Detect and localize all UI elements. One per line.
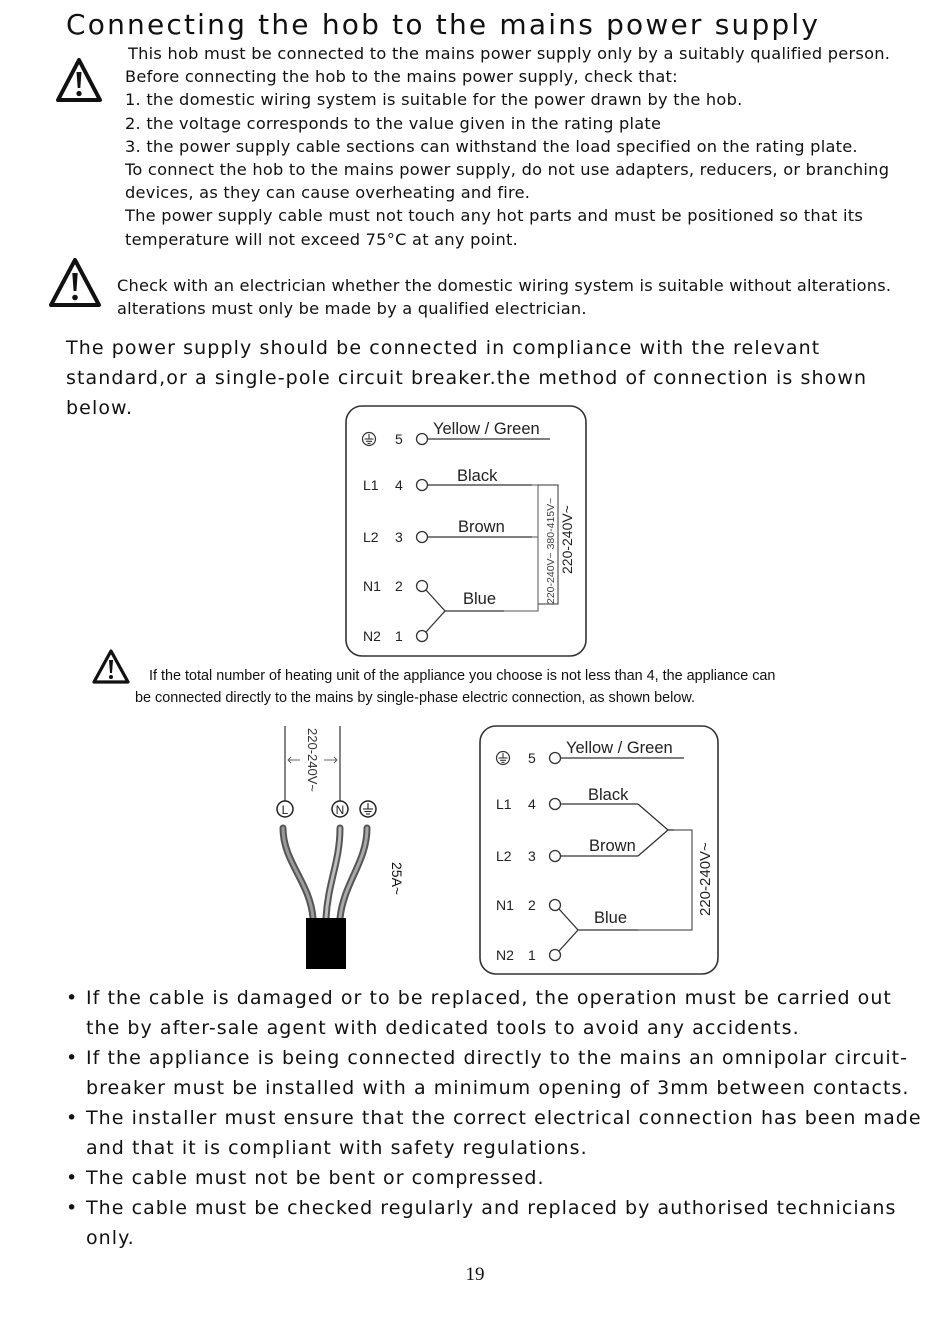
cable-diagram bbox=[258, 722, 418, 972]
terminal-label: N1 bbox=[496, 897, 514, 913]
bullet-mark: • bbox=[66, 1167, 79, 1189]
page-number: 19 bbox=[465, 1264, 485, 1285]
bullet-mark: • bbox=[66, 987, 79, 1009]
terminal-number: 4 bbox=[528, 796, 536, 812]
warning-block-3 bbox=[135, 665, 905, 709]
voltage-label-small: 220-240V~ 380-415V~ bbox=[545, 497, 557, 604]
warning-block-2 bbox=[117, 274, 937, 320]
terminal-label: L2 bbox=[496, 848, 512, 864]
voltage-label-main: 220-240V~ bbox=[697, 842, 714, 916]
wire-label-black: Black bbox=[457, 467, 498, 485]
terminal-label: N1 bbox=[363, 578, 381, 594]
warning-line: 3. the power supply cable sections can withstand the load specified on the rating plate. bbox=[125, 136, 858, 156]
terminal-number: 2 bbox=[528, 897, 536, 913]
warning-line: Before connecting the hob to the mains power supply, check that: bbox=[125, 67, 678, 87]
voltage-label-main: 220-240V~ bbox=[559, 505, 575, 574]
terminal-label: N2 bbox=[496, 947, 514, 963]
warning-line: 2. the voltage corresponds to the value given in the rating plate bbox=[125, 113, 662, 133]
warning-line: temperature will not exceed 75°C at any point. bbox=[125, 229, 519, 249]
bullet-text: The cable must not be bent or compressed. bbox=[86, 1167, 545, 1189]
bullet-text: If the appliance is being connected directly to the mains an omnipolar circuit-breaker must be installed with a minimum opening of 3mm between contacts. bbox=[86, 1047, 910, 1099]
list-item bbox=[66, 1043, 926, 1103]
terminal-number: 5 bbox=[395, 431, 403, 447]
wire-label-blue: Blue bbox=[594, 909, 628, 927]
cable-voltage-label: 220-240V~ bbox=[305, 728, 320, 792]
bullet-list bbox=[66, 983, 926, 1253]
terminal-diagram-2 bbox=[478, 724, 722, 978]
bullet-mark: • bbox=[66, 1197, 79, 1219]
terminal-label: L1 bbox=[496, 796, 512, 812]
terminal-number: 1 bbox=[528, 947, 536, 963]
warning-line: To connect the hob to the mains power supply, do not use adapters, reducers, or branching bbox=[125, 160, 890, 180]
terminal-diagram-1 bbox=[344, 404, 590, 660]
list-item bbox=[66, 1103, 926, 1163]
terminal-number: 4 bbox=[395, 477, 403, 493]
list-item bbox=[66, 1193, 926, 1253]
connection-paragraph: The power supply should be connected in compliance with the relevant standard,or a single-pole circuit breaker.the method of connection is shown below. bbox=[66, 337, 868, 419]
warning-line: The power supply cable must not touch any hot parts and must be positioned so that its bbox=[125, 206, 864, 226]
terminal-number: 2 bbox=[395, 578, 403, 594]
wire-label-blue: Blue bbox=[463, 590, 497, 608]
bullet-mark: • bbox=[66, 1047, 79, 1069]
list-item bbox=[66, 983, 926, 1043]
wire-label-brown: Brown bbox=[589, 837, 636, 855]
warning-line: Check with an electrician whether the domestic wiring system is suitable without alterations. bbox=[117, 276, 892, 295]
terminal-number: 1 bbox=[395, 628, 403, 644]
page-title: Connecting the hob to the mains power supply bbox=[66, 8, 821, 41]
warning-line: If the total number of heating unit of the appliance you choose is not less than 4, the appliance can bbox=[149, 668, 776, 684]
terminal-label: L2 bbox=[363, 529, 379, 545]
warning-triangle-icon bbox=[47, 256, 103, 310]
terminal-number: 3 bbox=[395, 529, 403, 545]
warning-triangle-icon bbox=[54, 56, 104, 104]
wire-label-yellow-green: Yellow / Green bbox=[433, 420, 540, 438]
wire-label-black: Black bbox=[588, 786, 629, 804]
wire-label-brown: Brown bbox=[458, 518, 505, 536]
warning-line: alterations must only be made by a qualified electrician. bbox=[117, 299, 587, 318]
terminal-number: 3 bbox=[528, 848, 536, 864]
warning-triangle-icon bbox=[91, 648, 131, 686]
warning-line: be connected directly to the mains by single-phase electric connection, as shown below. bbox=[135, 690, 695, 706]
warning-block-1 bbox=[125, 42, 925, 251]
bullet-text: The installer must ensure that the correct electrical connection has been made and that it is compliant with safety regulations. bbox=[86, 1107, 922, 1159]
warning-line: This hob must be connected to the mains power supply only by a suitably qualified person. bbox=[128, 44, 891, 63]
wire-label-yellow-green: Yellow / Green bbox=[566, 739, 673, 757]
bullet-text: If the cable is damaged or to be replaced, the operation must be carried out the by after-sale agent with dedicated tools to avoid any accidents. bbox=[86, 987, 892, 1039]
terminal-N-label: N bbox=[335, 803, 345, 817]
terminal-label: N2 bbox=[363, 628, 381, 644]
terminal-L-label: L bbox=[281, 803, 289, 817]
warning-line: devices, as they can cause overheating and fire. bbox=[125, 183, 531, 203]
bullet-text: The cable must be checked regularly and replaced by authorised technicians only. bbox=[86, 1197, 897, 1249]
list-item bbox=[66, 1163, 926, 1193]
terminal-label: L1 bbox=[363, 477, 379, 493]
warning-line: 1. the domestic wiring system is suitable for the power drawn by the hob. bbox=[125, 90, 743, 110]
cable-current-label: 25A~ bbox=[389, 862, 405, 896]
bullet-mark: • bbox=[66, 1107, 79, 1129]
terminal-number: 5 bbox=[528, 750, 536, 766]
